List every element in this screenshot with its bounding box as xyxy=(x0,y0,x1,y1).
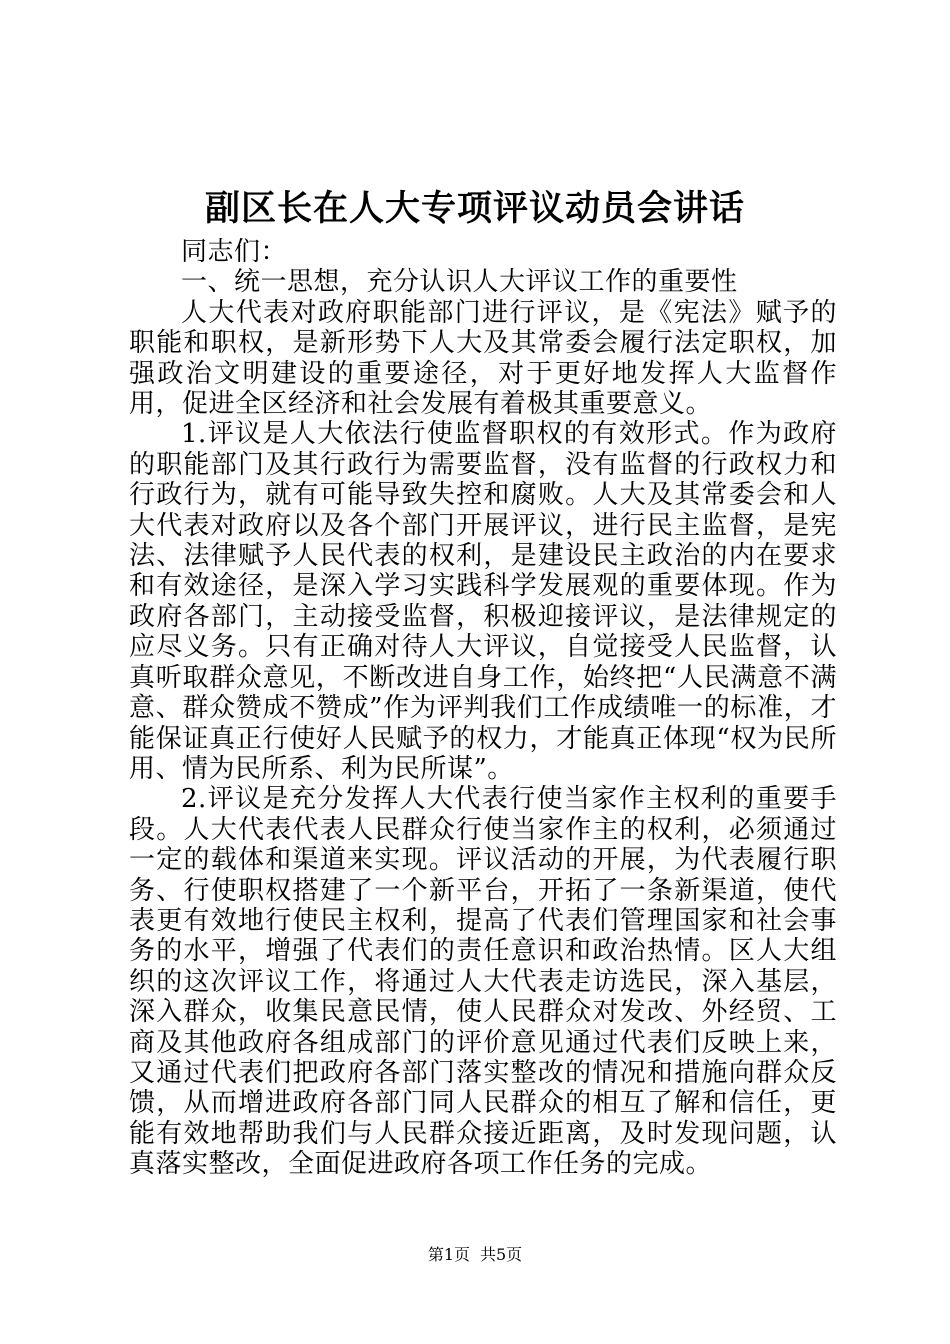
document-title: 副区长在人大专项评议动员会讲话 xyxy=(204,188,745,229)
paragraph: 2.评议是充分发挥人大代表行使当家作主权利的重要手段。人大代表代表人民群众行使当家作主的权利，必须通过一定的载体和渠道来实现。评议活动的开展，为代表履行职务、行使职权搭建了一个新平台，开拓了一条新渠道，使代表更有效地行使民主权利，提高了代表们管理国家和社会事务的水平，增强了代表们的责任意识和政治热情。区人大组织的这次评议工作，将通过人大代表走访选民，深入基层，深入群众，收集民意民情，使人民群众对发改、外经贸、工商及其他政府各组成部门的评价意见通过代表们反映上来，又通过代表们把政府各部门落实整改的情况和措施向群众反馈，从而增进政府各部门同人民群众的相互了解和信任，更能有效地帮助我们与人民群众接近距离，及时发现问题，认真落实整改，全面促进政府各项工作任务的完成。 xyxy=(129,784,837,1180)
section-heading: 一、统一思想，充分认识人大评议工作的重要性 xyxy=(181,267,738,298)
document-body xyxy=(129,237,837,1180)
page-footer xyxy=(0,1244,950,1266)
page-count: 共5页 xyxy=(480,1245,523,1264)
page-number: 第1页 xyxy=(427,1245,470,1264)
salutation: 同志们： xyxy=(181,237,288,267)
paragraph: 1.评议是人大依法行使监督职权的有效形式。作为政府的职能部门及其行政行为需要监督，没有监督的行政权力和行政行为，就有可能导致失控和腐败。人大及其常委会和人大代表对政府以及各个部门开展评议，进行民主监督，是宪法、法律赋予人民代表的权利，是建设民主政治的内在要求和有效途径，是深入学习实践科学发展观的重要体现。作为政府各部门，主动接受监督，积极迎接评议，是法律规定的应尽义务。只有正确对待人大评议，自觉接受人民监督，认真听取群众意见，不断改进自身工作，始终把“人民满意不满意、群众赞成不赞成”作为评判我们工作成绩唯一的标准，才能保证真正行使好人民赋予的权力，才能真正体现“权为民所用、情为民所系、利为民所谋”。 xyxy=(129,419,837,784)
paragraph: 人大代表对政府职能部门进行评议，是《宪法》赋予的职能和职权，是新形势下人大及其常委会履行法定职权，加强政治文明建设的重要途径，对于更好地发挥人大监督作用，促进全区经济和社会发展有着极其重要意义。 xyxy=(129,297,837,420)
